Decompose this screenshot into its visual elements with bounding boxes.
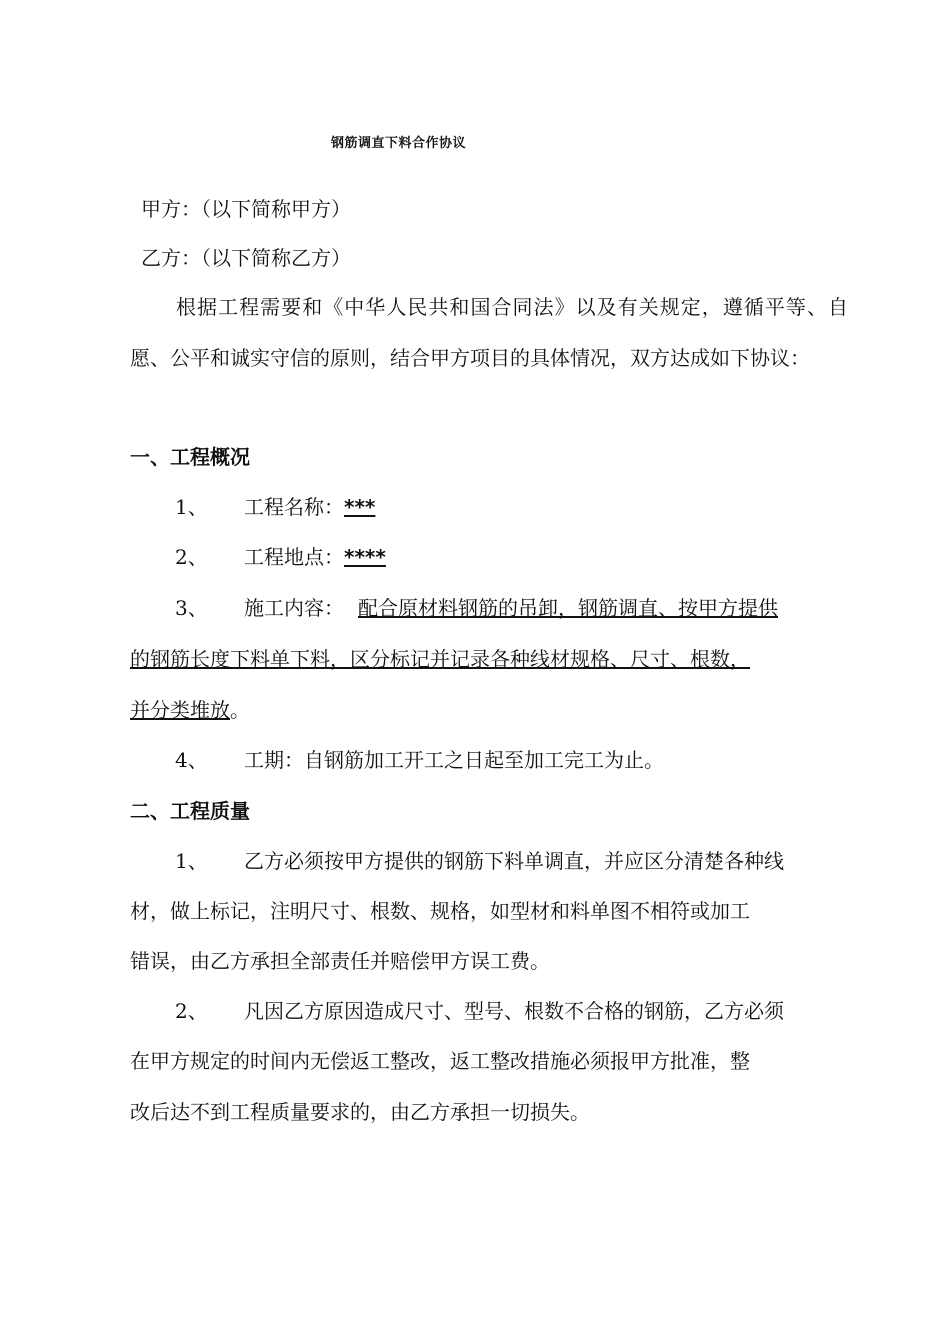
- item-number: 1、: [175, 495, 208, 519]
- quality-item1-line2: 材，做上标记，注明尺寸、根数、规格，如型材和料单图不相符或加工: [130, 899, 750, 923]
- section2-heading: 二、工程质量: [130, 799, 250, 823]
- work-content-text-2: 的钢筋长度下料单下料，区分标记并记录各种线材规格、尺寸、根数，: [130, 647, 750, 671]
- preamble-paragraph: [130, 282, 848, 384]
- item-number: 3、: [175, 596, 208, 620]
- work-content-text-1: 配合原材料钢筋的吊卸，钢筋调直、按甲方提供: [358, 596, 778, 620]
- work-content-line3: [130, 696, 250, 724]
- project-location-label: 工程地点：: [244, 545, 344, 569]
- quality-item2-line2: 在甲方规定的时间内无偿返工整改，返工整改措施必须报甲方批准，整: [130, 1049, 750, 1073]
- section1-heading: 一、工程概况: [130, 445, 250, 469]
- project-name-line: [244, 493, 375, 521]
- item-number: 2、: [175, 999, 208, 1023]
- work-content-label: 施工内容：: [244, 596, 344, 620]
- item-number: 1、: [175, 849, 208, 873]
- duration-line: 工期：自钢筋加工开工之日起至加工完工为止。: [244, 748, 664, 772]
- project-name-value: ***: [344, 495, 376, 519]
- project-location-line: [244, 543, 386, 571]
- quality-item1-line1: 乙方必须按甲方提供的钢筋下料单调直，并应区分清楚各种线: [244, 849, 784, 873]
- project-location-value: ****: [344, 545, 386, 569]
- party-b-line: 乙方：（以下简称乙方）: [141, 246, 351, 270]
- quality-item2-line3: 改后达不到工程质量要求的，由乙方承担一切损失。: [130, 1100, 590, 1124]
- item-number: 4、: [175, 748, 208, 772]
- preamble-text: 根据工程需要和《中华人民共和国合同法》以及有关规定，遵循平等、自愿、公平和诚实守信的原则，结合甲方项目的具体情况，双方达成如下协议：: [130, 295, 848, 370]
- quality-item2-line1: 凡因乙方原因造成尺寸、型号、根数不合格的钢筋，乙方必须: [244, 999, 784, 1023]
- work-content-end: 。: [230, 698, 250, 722]
- quality-item1-line3: 错误，由乙方承担全部责任并赔偿甲方误工费。: [130, 949, 550, 973]
- work-content-line1: [244, 594, 778, 622]
- item-number: 2、: [175, 545, 208, 569]
- document-title: 钢筋调直下料合作协议: [331, 136, 467, 151]
- work-content-text-3: 并分类堆放: [130, 698, 230, 722]
- party-a-line: 甲方：（以下简称甲方）: [141, 197, 351, 221]
- project-name-label: 工程名称：: [244, 495, 344, 519]
